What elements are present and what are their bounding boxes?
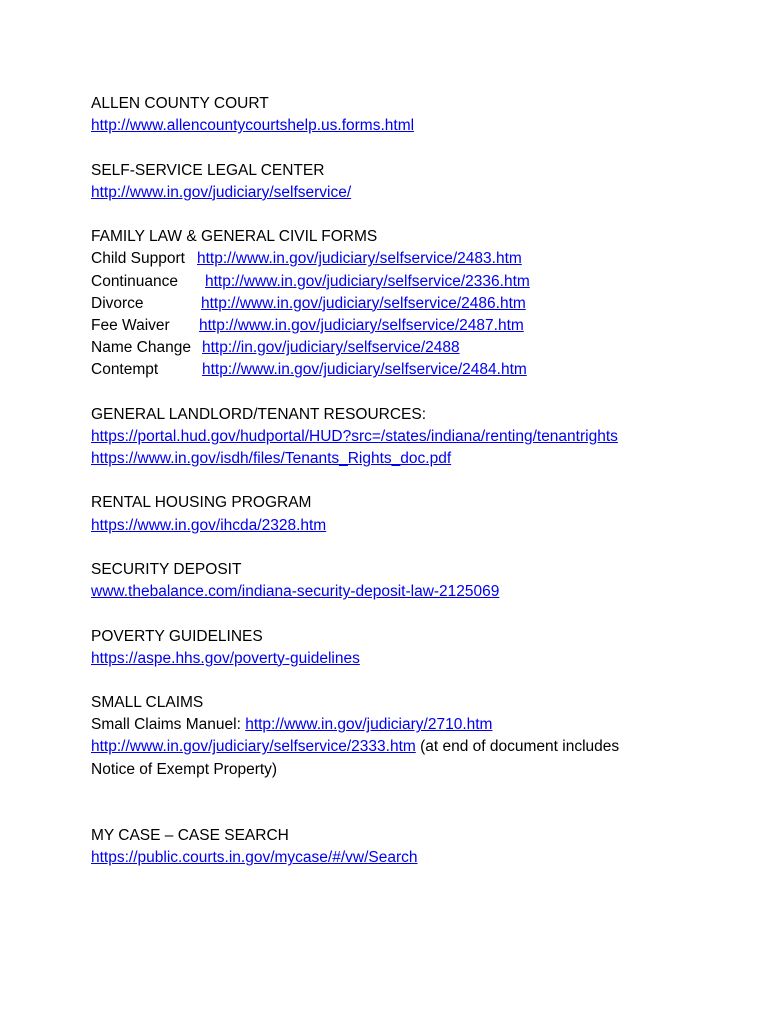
allen-heading: ALLEN COUNTY COURT [91, 95, 269, 112]
family-heading: FAMILY LAW & GENERAL CIVIL FORMS [91, 228, 378, 246]
family-row-label: Continuance [91, 272, 179, 290]
family-row-contempt [91, 359, 751, 381]
small-claims-note-continued: Notice of Exempt Property) [91, 760, 278, 778]
family-row-link[interactable]: http://www.in.gov/judiciary/selfservice/2484.htm [202, 361, 527, 379]
family-row-continuance [91, 271, 751, 293]
deposit-link[interactable]: www.thebalance.com/indiana-security-deposit-law-2125069 [91, 583, 500, 601]
rental-link[interactable]: https://www.in.gov/ihcda/2328.htm [91, 516, 327, 534]
family-row-divorce [91, 293, 751, 315]
mycase-heading: MY CASE – CASE SEARCH [91, 827, 289, 845]
family-row-link[interactable]: http://www.in.gov/judiciary/selfservice/2483.htm [197, 250, 522, 268]
small-claims-manual-link[interactable]: http://www.in.gov/judiciary/2710.htm [245, 716, 493, 734]
family-row-label: Name Change [91, 339, 191, 357]
document-page [91, 93, 751, 870]
family-row-label: Child Support [91, 250, 185, 268]
family-row-fee-waiver [91, 315, 751, 337]
small-claims-manual-label: Small Claims Manuel: [91, 716, 241, 734]
selfservice-heading: SELF-SERVICE LEGAL CENTER [91, 161, 325, 179]
landlord-hud-link[interactable]: https://portal.hud.gov/hudportal/HUD?src=/states/indiana/renting/tenantrights [91, 427, 618, 445]
family-row-link[interactable]: http://in.gov/judiciary/selfservice/2488 [202, 339, 460, 357]
allen-link[interactable]: http://www.allencountycourtshelp.us.forms.html [91, 117, 415, 135]
family-row-label: Divorce [91, 294, 144, 312]
small-claims-selfservice-link[interactable]: http://www.in.gov/judiciary/selfservice/2333.htm [91, 738, 416, 756]
deposit-heading: SECURITY DEPOSIT [91, 560, 242, 578]
small-claims-heading: SMALL CLAIMS [91, 694, 204, 712]
family-row-name-change [91, 337, 751, 359]
rental-heading: RENTAL HOUSING PROGRAM [91, 494, 312, 512]
small-claims-note: (at end of document includes [420, 738, 620, 756]
poverty-heading: POVERTY GUIDELINES [91, 627, 263, 645]
poverty-link[interactable]: https://aspe.hhs.gov/poverty-guidelines [91, 649, 360, 667]
family-row-child-support [91, 248, 751, 270]
family-row-label: Contempt [91, 361, 159, 379]
family-row-link[interactable]: http://www.in.gov/judiciary/selfservice/2336.htm [205, 272, 530, 290]
selfservice-link[interactable]: http://www.in.gov/judiciary/selfservice/ [91, 183, 352, 201]
family-row-link[interactable]: http://www.in.gov/judiciary/selfservice/2486.htm [201, 294, 526, 312]
family-row-link[interactable]: http://www.in.gov/judiciary/selfservice/2487.htm [199, 316, 524, 334]
family-row-label: Fee Waiver [91, 316, 170, 334]
mycase-link[interactable]: https://public.courts.in.gov/mycase/#/vw/Search [91, 849, 418, 867]
landlord-heading: GENERAL LANDLORD/TENANT RESOURCES: [91, 405, 427, 423]
landlord-isdh-link[interactable]: https://www.in.gov/isdh/files/Tenants_Rights_doc.pdf [91, 450, 452, 467]
